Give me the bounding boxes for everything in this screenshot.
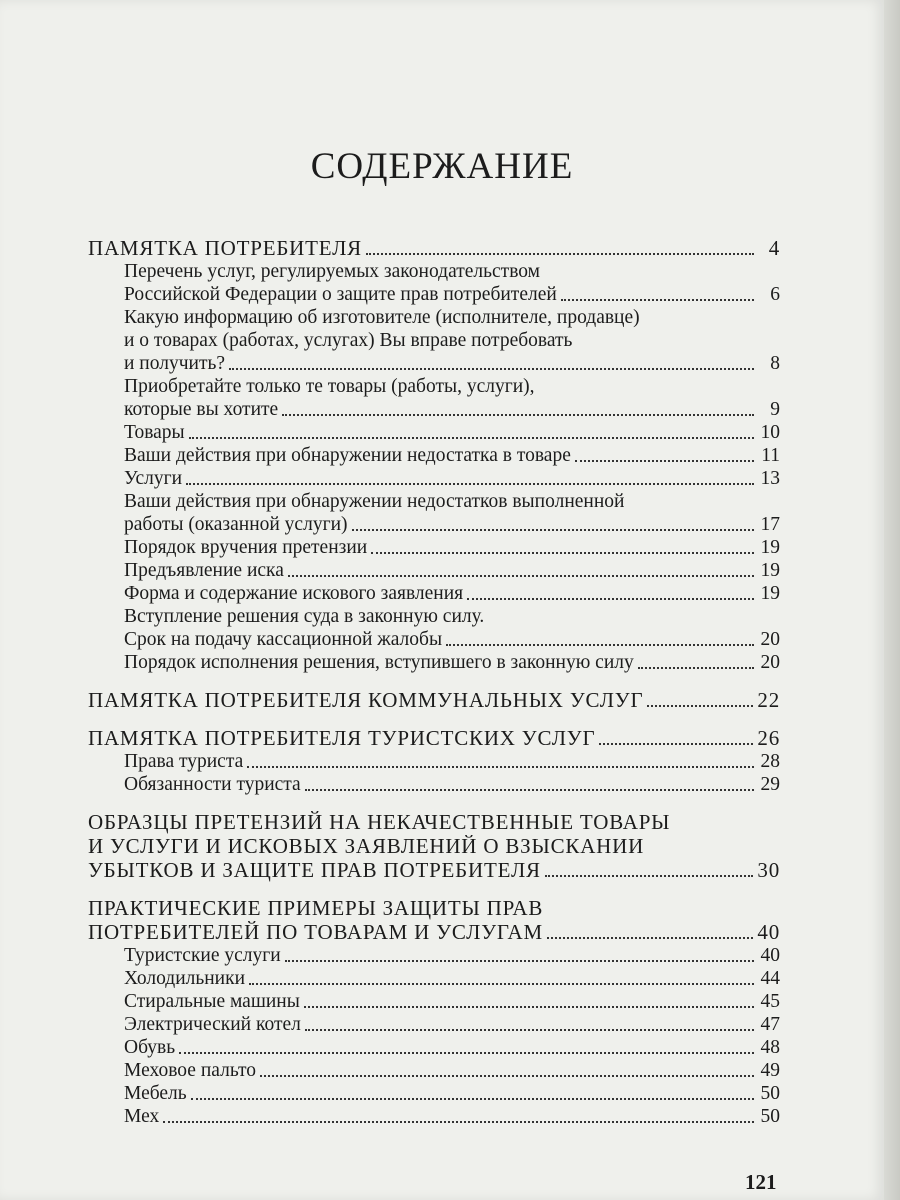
- toc-entry-text: Мех: [124, 1106, 160, 1127]
- section-spacer: [88, 796, 780, 810]
- toc-entry-row: [88, 750, 780, 773]
- toc-entry-row: [88, 1013, 780, 1036]
- toc-entry-text: Форма и содержание искового заявления: [124, 583, 464, 604]
- toc-entry-row: [88, 920, 780, 944]
- toc-entry-row: [88, 421, 780, 444]
- toc-page-number: 4: [768, 236, 780, 260]
- leader-dots: [186, 483, 754, 485]
- toc-section: [88, 688, 780, 712]
- page-number: 121: [745, 1170, 777, 1194]
- toc-entry: [88, 444, 780, 467]
- toc-entry-line: Какую информацию об изготовителе (исполнителе, продавце): [124, 307, 640, 328]
- toc-entry-text: Холодильники: [124, 968, 246, 989]
- toc-entry-text: Электрический котел: [124, 1014, 301, 1035]
- toc-entry-row: [88, 1082, 780, 1105]
- toc-entry: [88, 1059, 780, 1082]
- toc-entry-text: Мебель: [124, 1083, 187, 1104]
- toc-section: [88, 236, 780, 260]
- toc-entry-row: [88, 858, 780, 882]
- toc-entry-line: И УСЛУГИ И ИСКОВЫХ ЗАЯВЛЕНИЙ О ВЗЫСКАНИИ: [88, 834, 645, 858]
- leader-dots: [547, 937, 753, 939]
- toc-entry: [88, 967, 780, 990]
- toc-page-number: 19: [760, 537, 780, 558]
- toc-page-number: 29: [760, 774, 780, 795]
- toc-entry-row: [88, 352, 780, 375]
- toc-page-number: 17: [760, 514, 780, 535]
- toc-entry-row: [88, 1105, 780, 1128]
- leader-dots: [247, 766, 754, 768]
- toc-section: [88, 896, 780, 944]
- leader-dots: [638, 667, 754, 669]
- toc-entry-row: [88, 513, 780, 536]
- toc-page-number: 48: [760, 1037, 780, 1058]
- toc-entry: [88, 536, 780, 559]
- toc-entry: [88, 651, 780, 674]
- toc-entry-text: УБЫТКОВ И ЗАЩИТЕ ПРАВ ПОТРЕБИТЕЛЯ: [88, 858, 541, 882]
- toc-entry-text: ПАМЯТКА ПОТРЕБИТЕЛЯ: [88, 236, 362, 260]
- leader-dots: [282, 414, 754, 416]
- toc-entry-text: Российской Федерации о защите прав потребителей: [124, 284, 557, 305]
- toc-section: [88, 726, 780, 750]
- toc-entry-text: Услуги: [124, 468, 183, 489]
- toc-entry: [88, 773, 780, 796]
- toc-page-number: 20: [760, 652, 780, 673]
- toc-entry: [88, 490, 780, 536]
- toc-entry: [88, 1105, 780, 1128]
- toc-page-number: 13: [760, 468, 780, 489]
- toc-entry-row: [88, 444, 780, 467]
- toc-entry-text: ПОТРЕБИТЕЛЕЙ ПО ТОВАРАМ И УСЛУГАМ: [88, 920, 543, 944]
- toc-page-number: 6: [770, 284, 780, 305]
- toc-page-number: 10: [760, 422, 780, 443]
- page-title: СОДЕРЖАНИЕ: [310, 146, 574, 187]
- leader-dots: [371, 552, 754, 554]
- leader-dots: [285, 960, 754, 962]
- toc-entry-text: ПАМЯТКА ПОТРЕБИТЕЛЯ ТУРИСТСКИХ УСЛУГ: [88, 726, 596, 750]
- toc-page-number: 30: [757, 858, 780, 882]
- page-edge: [884, 0, 900, 1200]
- toc-entry: [88, 582, 780, 605]
- leader-dots: [163, 1121, 754, 1123]
- toc-entry-row: [88, 628, 780, 651]
- toc-entry-row: [88, 1059, 780, 1082]
- toc-entry: [88, 1013, 780, 1036]
- leader-dots: [304, 1006, 754, 1008]
- toc-page-number: 47: [760, 1014, 780, 1035]
- toc-entry-row: [88, 726, 780, 750]
- leader-dots: [561, 299, 754, 301]
- toc-entry-text: Обувь: [124, 1037, 176, 1058]
- leader-dots: [446, 644, 754, 646]
- toc-entry: [88, 628, 780, 651]
- toc-page-number: 40: [760, 945, 780, 966]
- toc-page-number: 50: [760, 1106, 780, 1127]
- toc-page-number: 28: [760, 751, 780, 772]
- toc-entry-text: работы (оказанной услуги): [124, 514, 348, 535]
- leader-dots: [229, 368, 754, 370]
- toc-page-number: 20: [760, 629, 780, 650]
- leader-dots: [179, 1052, 754, 1054]
- toc-entry-text: Порядок вручения претензии: [124, 537, 368, 558]
- toc-entry-row: [88, 1036, 780, 1059]
- toc-entry-row: [88, 559, 780, 582]
- leader-dots: [352, 529, 755, 531]
- toc-entry: [88, 467, 780, 490]
- toc-section: [88, 810, 780, 882]
- toc-entry: [88, 375, 780, 421]
- toc-entry-row: [88, 467, 780, 490]
- toc-entry-line: ОБРАЗЦЫ ПРЕТЕНЗИЙ НА НЕКАЧЕСТВЕННЫЕ ТОВАРЫ: [88, 810, 671, 834]
- toc-entry-row: [88, 773, 780, 796]
- toc-entry-line: и о товарах (работах, услугах) Вы вправе потребовать: [124, 330, 573, 351]
- leader-dots: [189, 437, 754, 439]
- toc-entry-line: Приобретайте только те товары (работы, услуги),: [124, 376, 535, 397]
- leader-dots: [545, 875, 754, 877]
- toc-entry: [88, 750, 780, 773]
- toc-entry-row: [88, 944, 780, 967]
- toc-page-number: 22: [757, 688, 780, 712]
- leader-dots: [260, 1075, 754, 1077]
- leader-dots: [305, 789, 754, 791]
- toc-entry: [88, 306, 780, 375]
- leader-dots: [305, 1029, 754, 1031]
- toc-entry-row: [88, 582, 780, 605]
- leader-dots: [575, 460, 754, 462]
- toc-entry-row: [88, 990, 780, 1013]
- toc-entry-line: Перечень услуг, регулируемых законодательством: [124, 261, 540, 282]
- toc-entry-text: Стиральные машины: [124, 991, 300, 1012]
- toc-entry-row: [88, 605, 780, 628]
- toc-entry-text: Товары: [124, 422, 185, 443]
- toc-entry-row: [88, 536, 780, 559]
- toc-page-number: 11: [761, 445, 780, 466]
- toc-entry-text: Туристские услуги: [124, 945, 281, 966]
- leader-dots: [249, 983, 754, 985]
- toc-page-number: 50: [760, 1083, 780, 1104]
- toc-page-number: 49: [760, 1060, 780, 1081]
- toc-entry-text: Ваши действия при обнаружении недостатка в товаре: [124, 445, 571, 466]
- section-spacer: [88, 882, 780, 896]
- toc-entry: [88, 421, 780, 444]
- leader-dots: [288, 575, 754, 577]
- toc-page-number: 8: [770, 353, 780, 374]
- toc-entry-text: Вступление решения суда в законную силу.: [124, 606, 485, 627]
- toc-page-number: 19: [760, 560, 780, 581]
- toc-entry-text: и получить?: [124, 353, 226, 374]
- toc-entry-text: Обязанности туриста: [124, 774, 301, 795]
- toc-page-number: 44: [760, 968, 780, 989]
- leader-dots: [599, 743, 753, 745]
- toc-entry: [88, 260, 780, 306]
- toc-entry-line: Ваши действия при обнаружении недостатков выполненной: [124, 491, 625, 512]
- toc-entry: [88, 1082, 780, 1105]
- toc-entry: [88, 990, 780, 1013]
- toc-entry-text: которые вы хотите: [124, 399, 279, 420]
- section-spacer: [88, 712, 780, 726]
- toc-entry-text: Порядок исполнения решения, вступившего в законную силу: [124, 652, 634, 673]
- toc-entry: [88, 1036, 780, 1059]
- toc-entry-row: [88, 688, 780, 712]
- leader-dots: [467, 598, 754, 600]
- toc-entry-text: Права туриста: [124, 751, 244, 772]
- toc-entry-row: [88, 236, 780, 260]
- toc-page-number: 9: [770, 399, 780, 420]
- toc-entry: [88, 944, 780, 967]
- toc-entry-text: ПАМЯТКА ПОТРЕБИТЕЛЯ КОММУНАЛЬНЫХ УСЛУГ: [88, 688, 644, 712]
- toc-page-number: 26: [757, 726, 780, 750]
- toc-page-number: 19: [760, 583, 780, 604]
- toc-page-number: 45: [760, 991, 780, 1012]
- toc-entry: [88, 559, 780, 582]
- leader-dots: [191, 1098, 754, 1100]
- leader-dots: [647, 705, 753, 707]
- toc-entry-text: Срок на подачу кассационной жалобы: [124, 629, 443, 650]
- leader-dots: [366, 253, 754, 255]
- section-spacer: [88, 674, 780, 688]
- toc-entry-line: ПРАКТИЧЕСКИЕ ПРИМЕРЫ ЗАЩИТЫ ПРАВ: [88, 896, 544, 920]
- toc-entry-row: [88, 398, 780, 421]
- toc-entry: [88, 605, 780, 628]
- toc-entry-text: Предъявление иска: [124, 560, 284, 581]
- toc-entry-row: [88, 283, 780, 306]
- table-of-contents: [88, 236, 780, 1128]
- toc-page-number: 40: [757, 920, 780, 944]
- toc-entry-row: [88, 651, 780, 674]
- toc-entry-text: Меховое пальто: [124, 1060, 256, 1081]
- toc-entry-row: [88, 967, 780, 990]
